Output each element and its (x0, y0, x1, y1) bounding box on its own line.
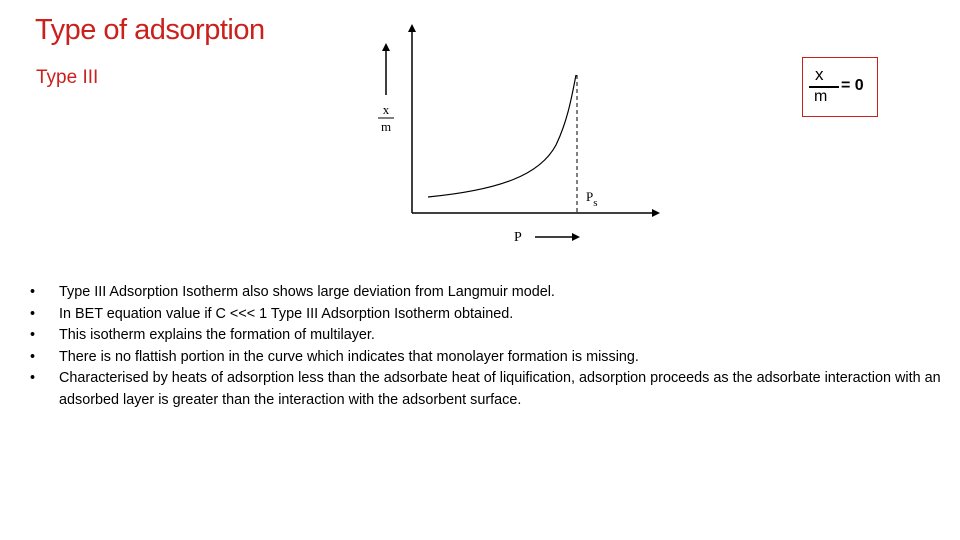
ps-label-main: P (586, 189, 594, 204)
bullet-item (30, 347, 945, 369)
bullet-text: Characterised by heats of adsorption less than the adsorbate heat of liquification, adsorption proceeds as the adsorbate interaction with an adsorbed layer is greater than the interaction with the adsorbent surface. (59, 370, 941, 408)
bullet-text: This isotherm explains the formation of multilayer. (59, 327, 375, 343)
bullet-text: Type III Adsorption Isotherm also shows large deviation from Langmuir model. (59, 284, 555, 300)
bullet-dot-icon: • (30, 370, 36, 386)
ps-label (586, 189, 598, 209)
bullet-text: In BET equation value if C <<< 1 Type III Adsorption Isotherm obtained. (59, 305, 514, 322)
bullet-dot-icon: • (30, 348, 36, 365)
bullet-item (30, 325, 945, 347)
isotherm-curve (428, 75, 576, 197)
bullet-dot-icon: • (30, 305, 36, 322)
x-label: P (514, 230, 522, 245)
bullet-list (30, 282, 945, 411)
formula-numerator: x (815, 65, 824, 84)
bullet-item (30, 304, 945, 326)
bullet-dot-icon: • (30, 327, 36, 343)
slide-subtitle: Type III (36, 67, 99, 88)
y-label-numerator: x (382, 102, 390, 117)
formula-equals: = 0 (841, 77, 864, 94)
y-label-denominator: m (380, 119, 392, 134)
bullet-item (30, 282, 945, 304)
ps-label-subscript: s (593, 197, 598, 209)
formula-box (802, 57, 878, 117)
bullet-item (30, 368, 945, 411)
bullet-dot-icon: • (30, 284, 36, 300)
formula-denominator: m (814, 88, 828, 105)
bullet-text: There is no flattish portion in the curve which indicates that monolayer formation is missing. (59, 348, 639, 365)
slide-title: Type of adsorption (35, 14, 265, 46)
